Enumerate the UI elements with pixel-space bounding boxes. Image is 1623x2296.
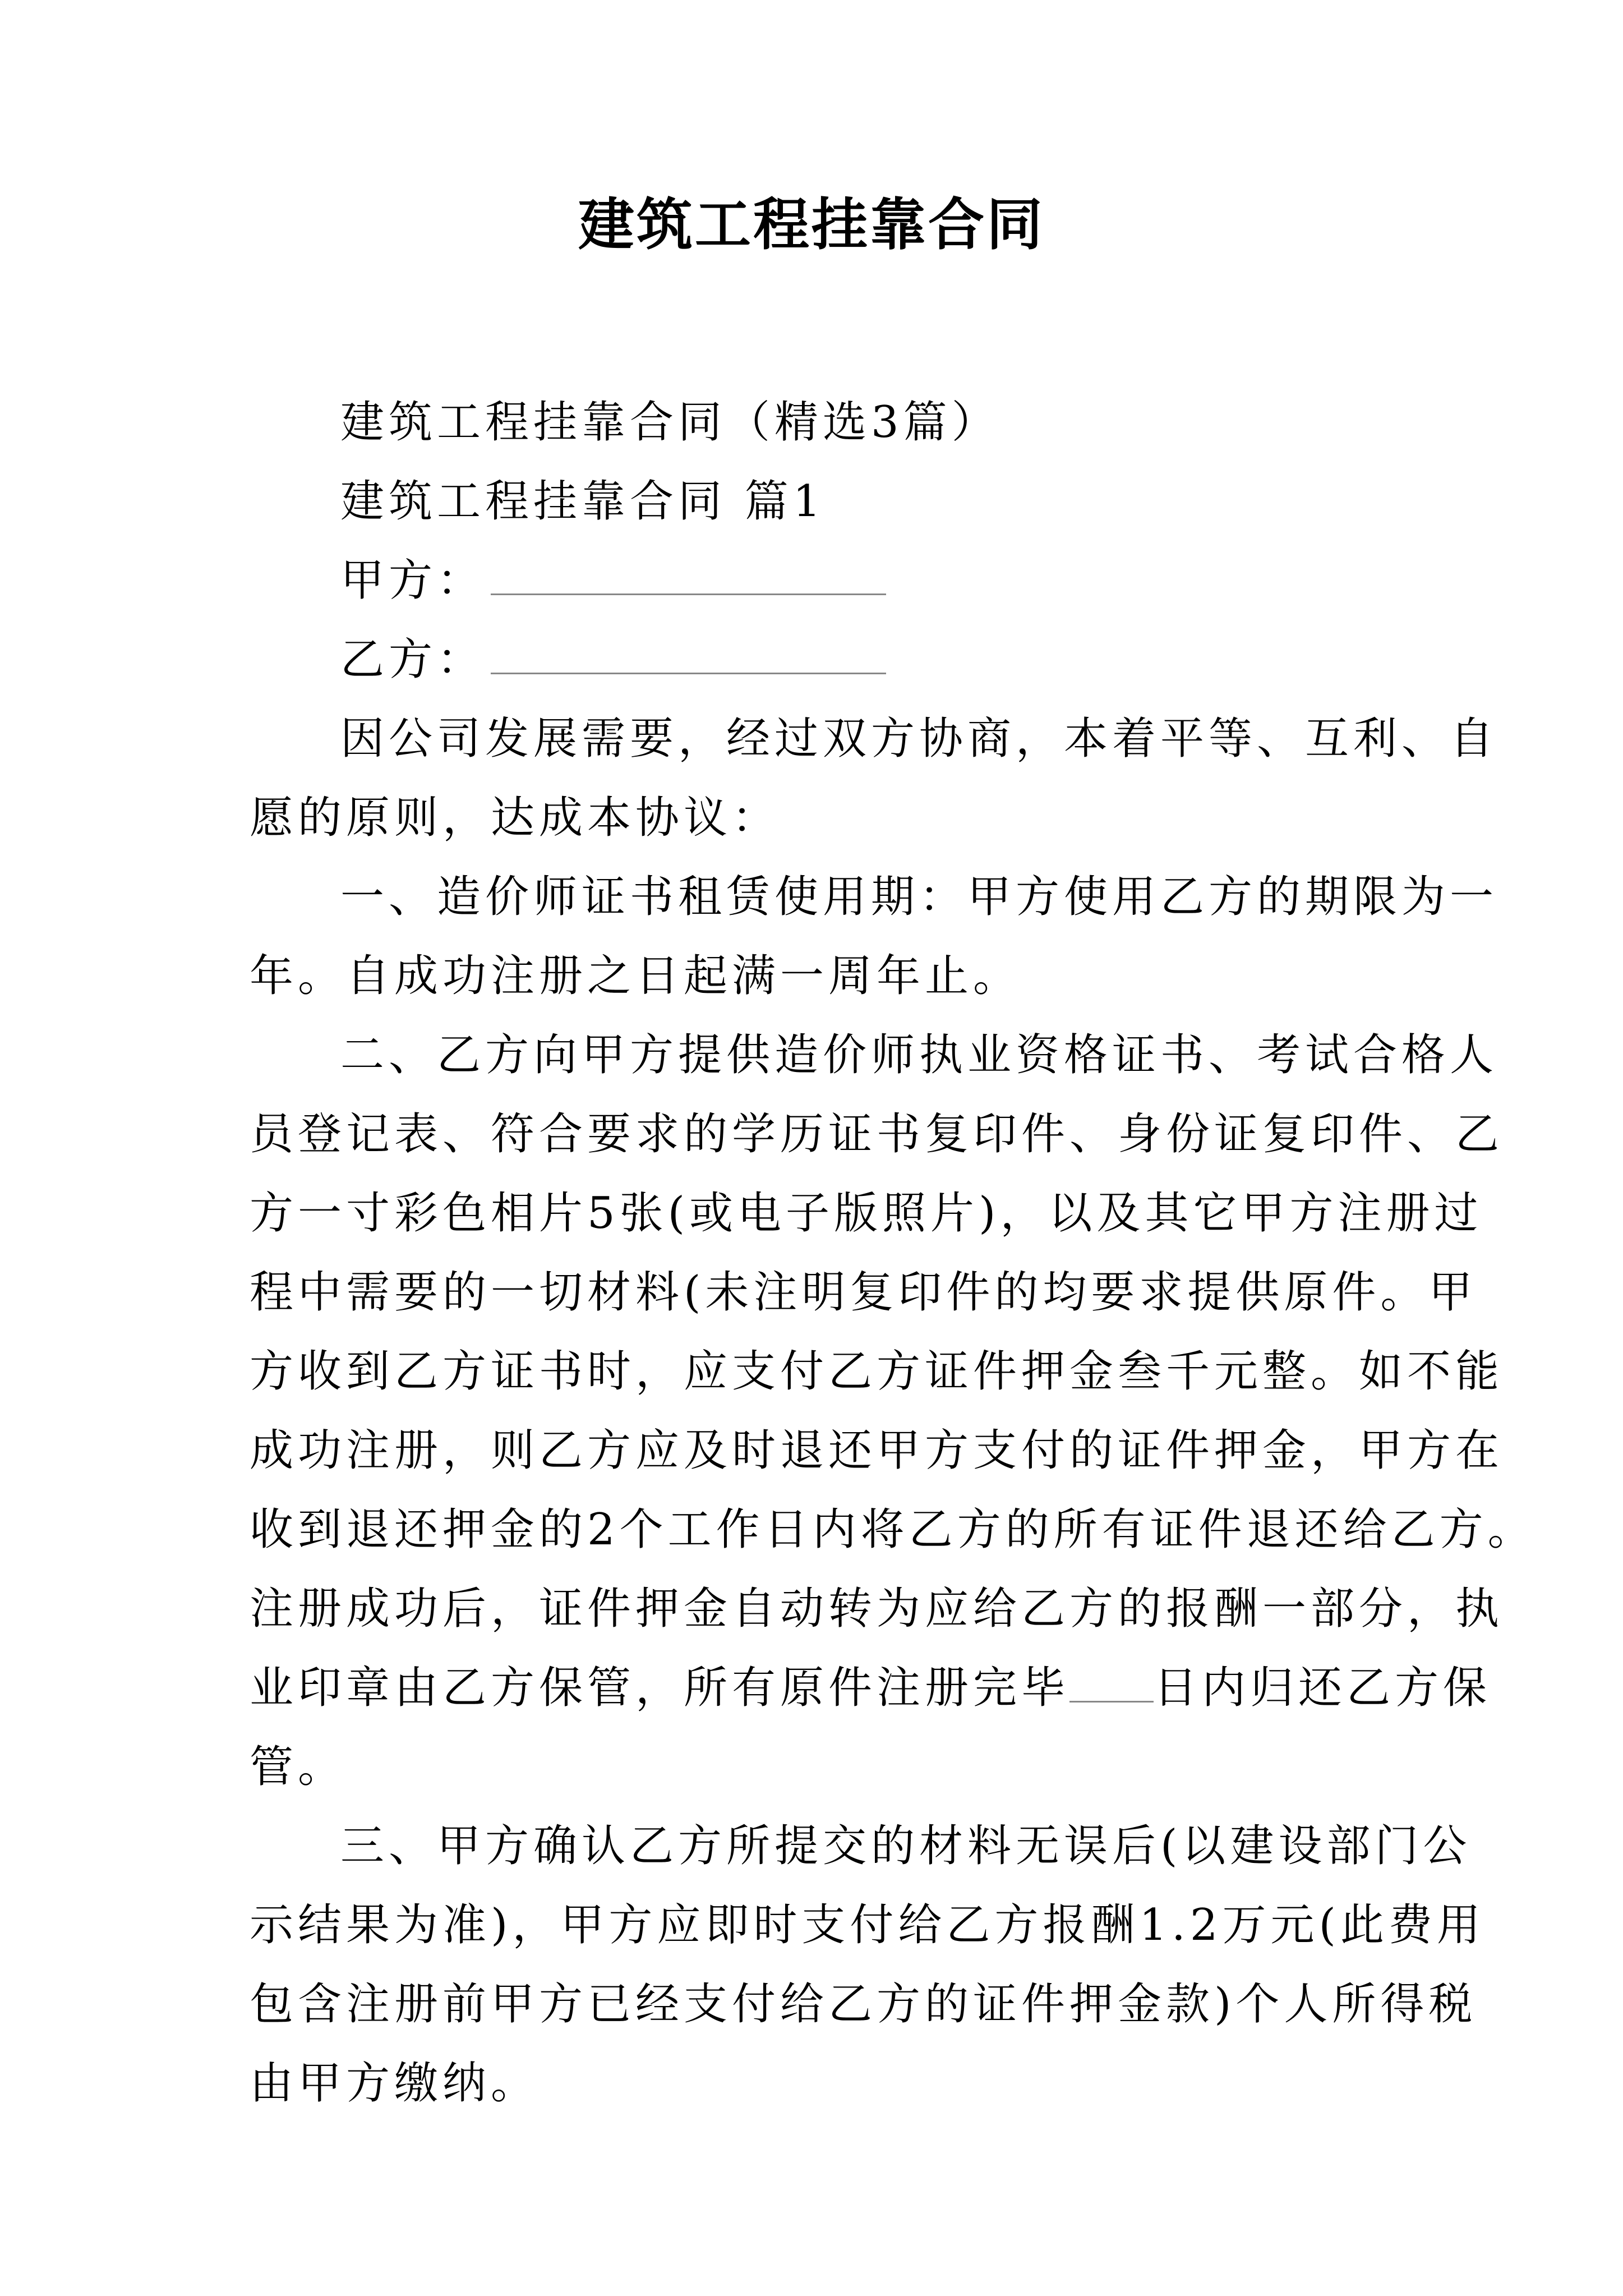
clause-2-blank-line [250, 1649, 1492, 1728]
clause-3-line: 示结果为准)，甲方应即时支付给乙方报酬1.2万元(此费用 [250, 1900, 1485, 1950]
clause-1-line: 年。自成功注册之日起满一周年止。 [250, 951, 1022, 1001]
days-blank [1069, 1666, 1154, 1703]
party-a-label: 甲方： [340, 555, 486, 606]
clause-2-line: 程中需要的一切材料(未注明复印件的均要求提供原件。甲 [250, 1267, 1477, 1318]
intro-line: 因公司发展需要，经过双方协商，本着平等、互利、自 [340, 714, 1498, 764]
clause-2-line: 注册成功后，证件押金自动转为应给乙方的报酬一部分，执 [250, 1584, 1504, 1634]
clause-3-line: 由甲方缴纳。 [250, 2058, 540, 2109]
party-b-label: 乙方： [340, 634, 486, 685]
clause-2-line: 方收到乙方证书时，应支付乙方证件押金叁千元整。如不能 [250, 1346, 1504, 1397]
party-a-line [250, 541, 1388, 620]
clause-2-text-before-blank: 业印章由乙方保管，所有原件注册完毕 [250, 1663, 1070, 1713]
clause-2-line: 成功注册，则乙方应及时退还甲方支付的证件押金，甲方在 [250, 1425, 1504, 1476]
clause-3-line: 三、甲方确认乙方所提交的材料无误后(以建设部门公 [340, 1821, 1472, 1871]
document-title: 建筑工程挂靠合同 [578, 191, 1045, 257]
party-b-line [250, 620, 1388, 700]
clause-1-line: 一、造价师证书租赁使用期：甲方使用乙方的期限为一 [340, 872, 1498, 922]
document-body [250, 383, 1536, 2123]
section-heading: 建筑工程挂靠合同 篇1 [340, 476, 826, 527]
party-a-blank [491, 559, 886, 595]
subtitle: 建筑工程挂靠合同（精选3篇） [340, 397, 1000, 448]
clause-2-line: 收到退还押金的2个工作日内将乙方的所有证件退还给乙方。 [250, 1504, 1536, 1555]
clause-2-line: 方一寸彩色相片5张(或电子版照片)，以及其它甲方注册过 [250, 1188, 1483, 1239]
clause-2-line: 管。 [250, 1742, 347, 1792]
party-b-blank [491, 638, 886, 674]
intro-line: 愿的原则，达成本协议： [250, 793, 781, 843]
clause-2-line: 员登记表、符合要求的学历证书复印件、身份证复印件、乙 [250, 1109, 1504, 1159]
clause-3-line: 包含注册前甲方已经支付给乙方的证件押金款)个人所得税 [250, 1979, 1477, 2030]
clause-2-line: 二、乙方向甲方提供造价师执业资格证书、考试合格人 [340, 1030, 1498, 1080]
clause-2-text-after-blank: 日内归还乙方保 [1154, 1663, 1492, 1713]
